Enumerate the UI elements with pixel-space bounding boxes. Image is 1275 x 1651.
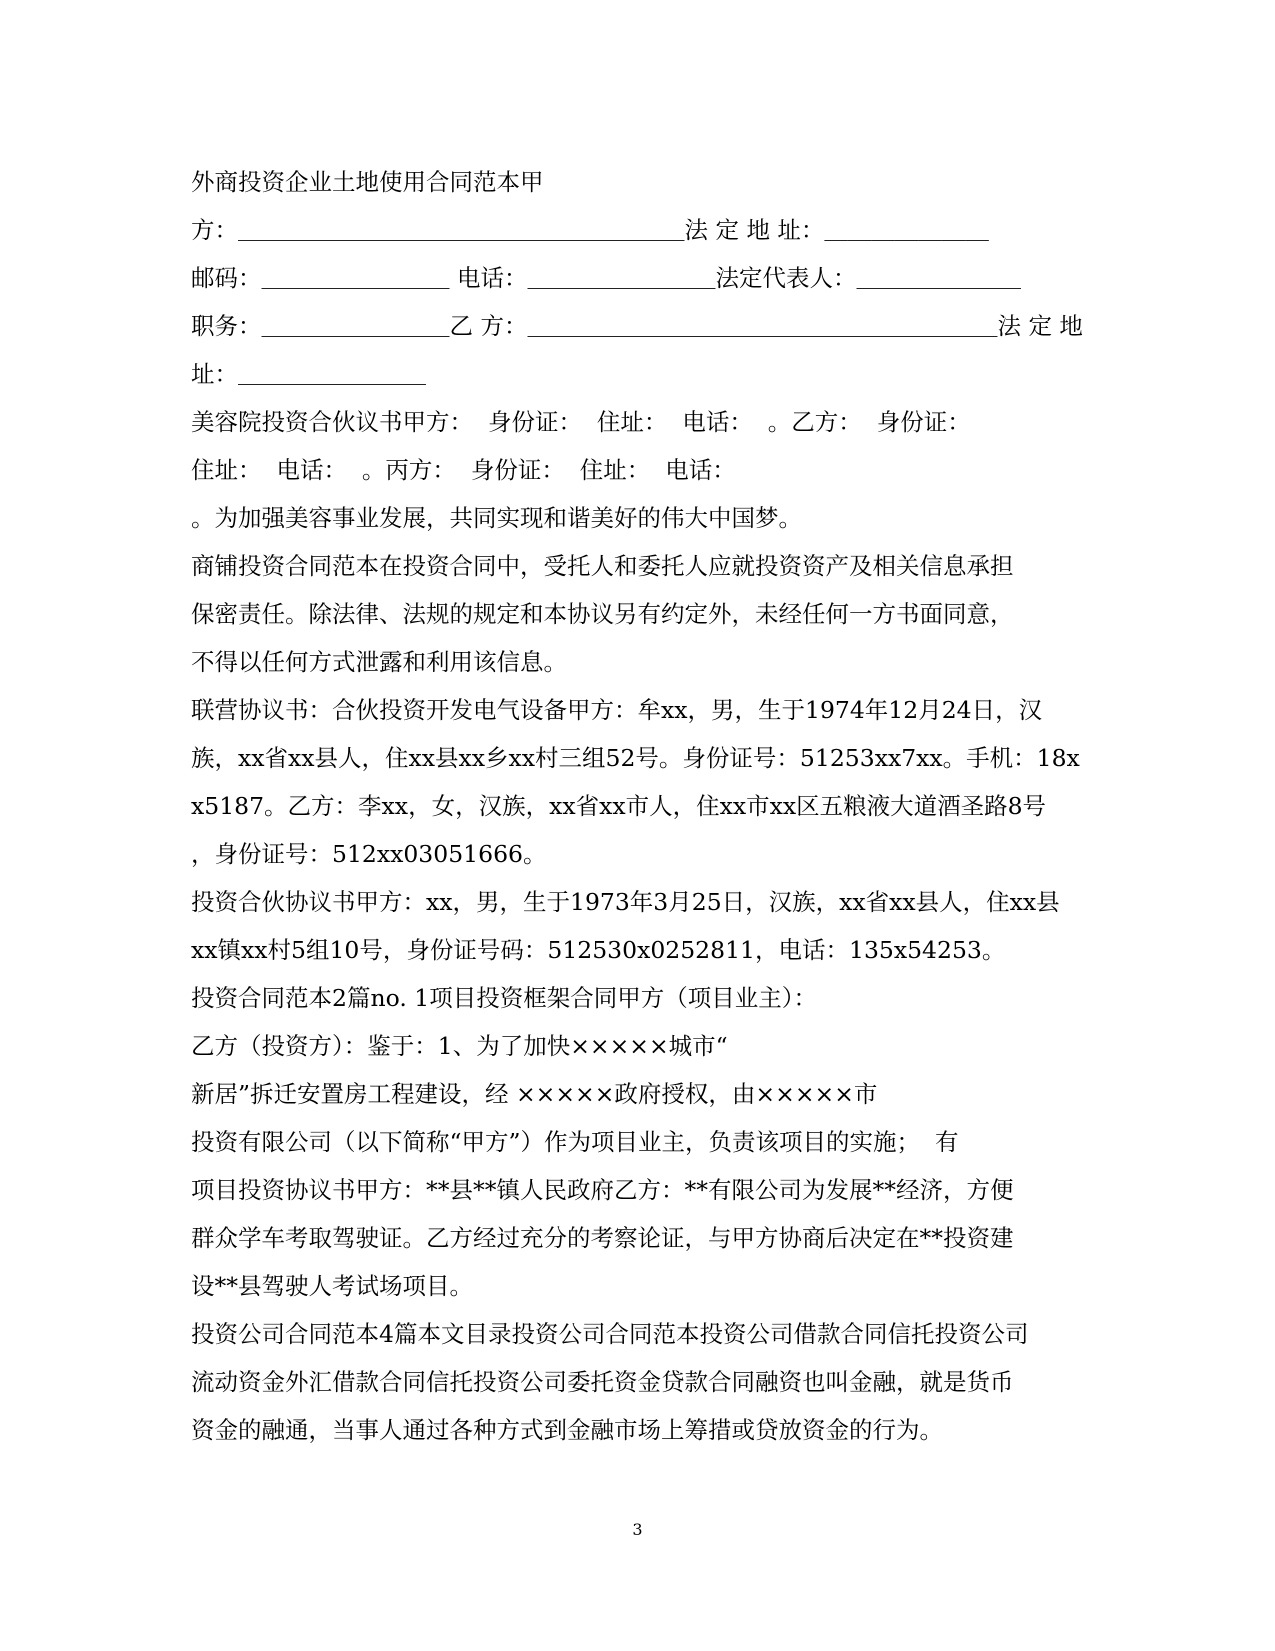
text-line: 新居”拆迁安置房工程建设，经 ×××××政府授权，由×××××市 <box>191 1080 878 1108</box>
text-line: 住址： 电话： 。丙方： 身份证： 住址： 电话： <box>191 456 736 484</box>
text-line: 保密责任。除法律、法规的规定和本协议另有约定外，未经任何一方书面同意， <box>191 600 1014 628</box>
text-line: 投资有限公司（以下简称“甲方”）作为项目业主，负责该项目的实施； 有 <box>191 1128 959 1156</box>
text-line: 群众学车考取驾驶证。乙方经过充分的考察论证，与甲方协商后决定在**投资建 <box>191 1224 1014 1252</box>
text-line: 投资合伙协议书甲方：xx，男，生于1973年3月25日，汉族，xx省xx县人，住xx县 <box>191 888 1060 916</box>
text-line: 址：＿＿＿＿＿＿＿＿ <box>191 360 426 388</box>
text-line: 不得以任何方式泄露和利用该信息。 <box>191 648 567 676</box>
text-line: 职务：＿＿＿＿＿＿＿＿乙 方：＿＿＿＿＿＿＿＿＿＿＿＿＿＿＿＿＿＿＿＿法 定 地 <box>191 312 1083 340</box>
text-line: xx镇xx村5组10号，身份证号码：512530x0252811，电话：135x54253。 <box>191 936 1006 964</box>
text-line: 项目投资协议书甲方：**县**镇人民政府乙方：**有限公司为发展**经济，方便 <box>191 1176 1014 1204</box>
document-body <box>191 158 1091 1454</box>
page-number: 3 <box>632 1520 643 1539</box>
text-line: 投资合同范本2篇no. 1项目投资框架合同甲方（项目业主）： <box>191 984 817 1012</box>
text-line: 资金的融通，当事人通过各种方式到金融市场上筹措或贷放资金的行为。 <box>191 1416 943 1444</box>
text-line: 流动资金外汇借款合同信托投资公司委托资金贷款合同融资也叫金融，就是货币 <box>191 1368 1014 1396</box>
text-line: 乙方（投资方）：鉴于：1、为了加快×××××城市“ <box>191 1032 728 1060</box>
text-line: 联营协议书：合伙投资开发电气设备甲方：牟xx，男，生于1974年12月24日，汉 <box>191 696 1043 724</box>
text-line: 族，xx省xx县人，住xx县xx乡xx村三组52号。身份证号：51253xx7xx。手机：18x <box>191 744 1080 772</box>
text-line: 。为加强美容事业发展，共同实现和谐美好的伟大中国梦。 <box>191 504 802 532</box>
text-line: 外商投资企业土地使用合同范本甲 <box>191 168 544 196</box>
text-line: 美容院投资合伙议书甲方： 身份证： 住址： 电话： 。乙方： 身份证： <box>191 408 971 436</box>
text-line: ，身份证号：512xx03051666。 <box>191 840 547 868</box>
text-line: 商铺投资合同范本在投资合同中，受托人和委托人应就投资资产及相关信息承担 <box>191 552 1014 580</box>
text-line: 设**县驾驶人考试场项目。 <box>191 1272 473 1300</box>
text-line: x5187。乙方：李xx，女，汉族，xx省xx市人，住xx市xx区五粮液大道酒圣路8号 <box>191 792 1047 820</box>
text-line: 投资公司合同范本4篇本文目录投资公司合同范本投资公司借款合同信托投资公司 <box>191 1320 1029 1348</box>
text-line: 邮码：＿＿＿＿＿＿＿＿ 电话：＿＿＿＿＿＿＿＿法定代表人：＿＿＿＿＿＿＿ <box>191 264 1021 292</box>
text-line: 方：＿＿＿＿＿＿＿＿＿＿＿＿＿＿＿＿＿＿＿法 定 地 址：＿＿＿＿＿＿＿ <box>191 216 989 244</box>
